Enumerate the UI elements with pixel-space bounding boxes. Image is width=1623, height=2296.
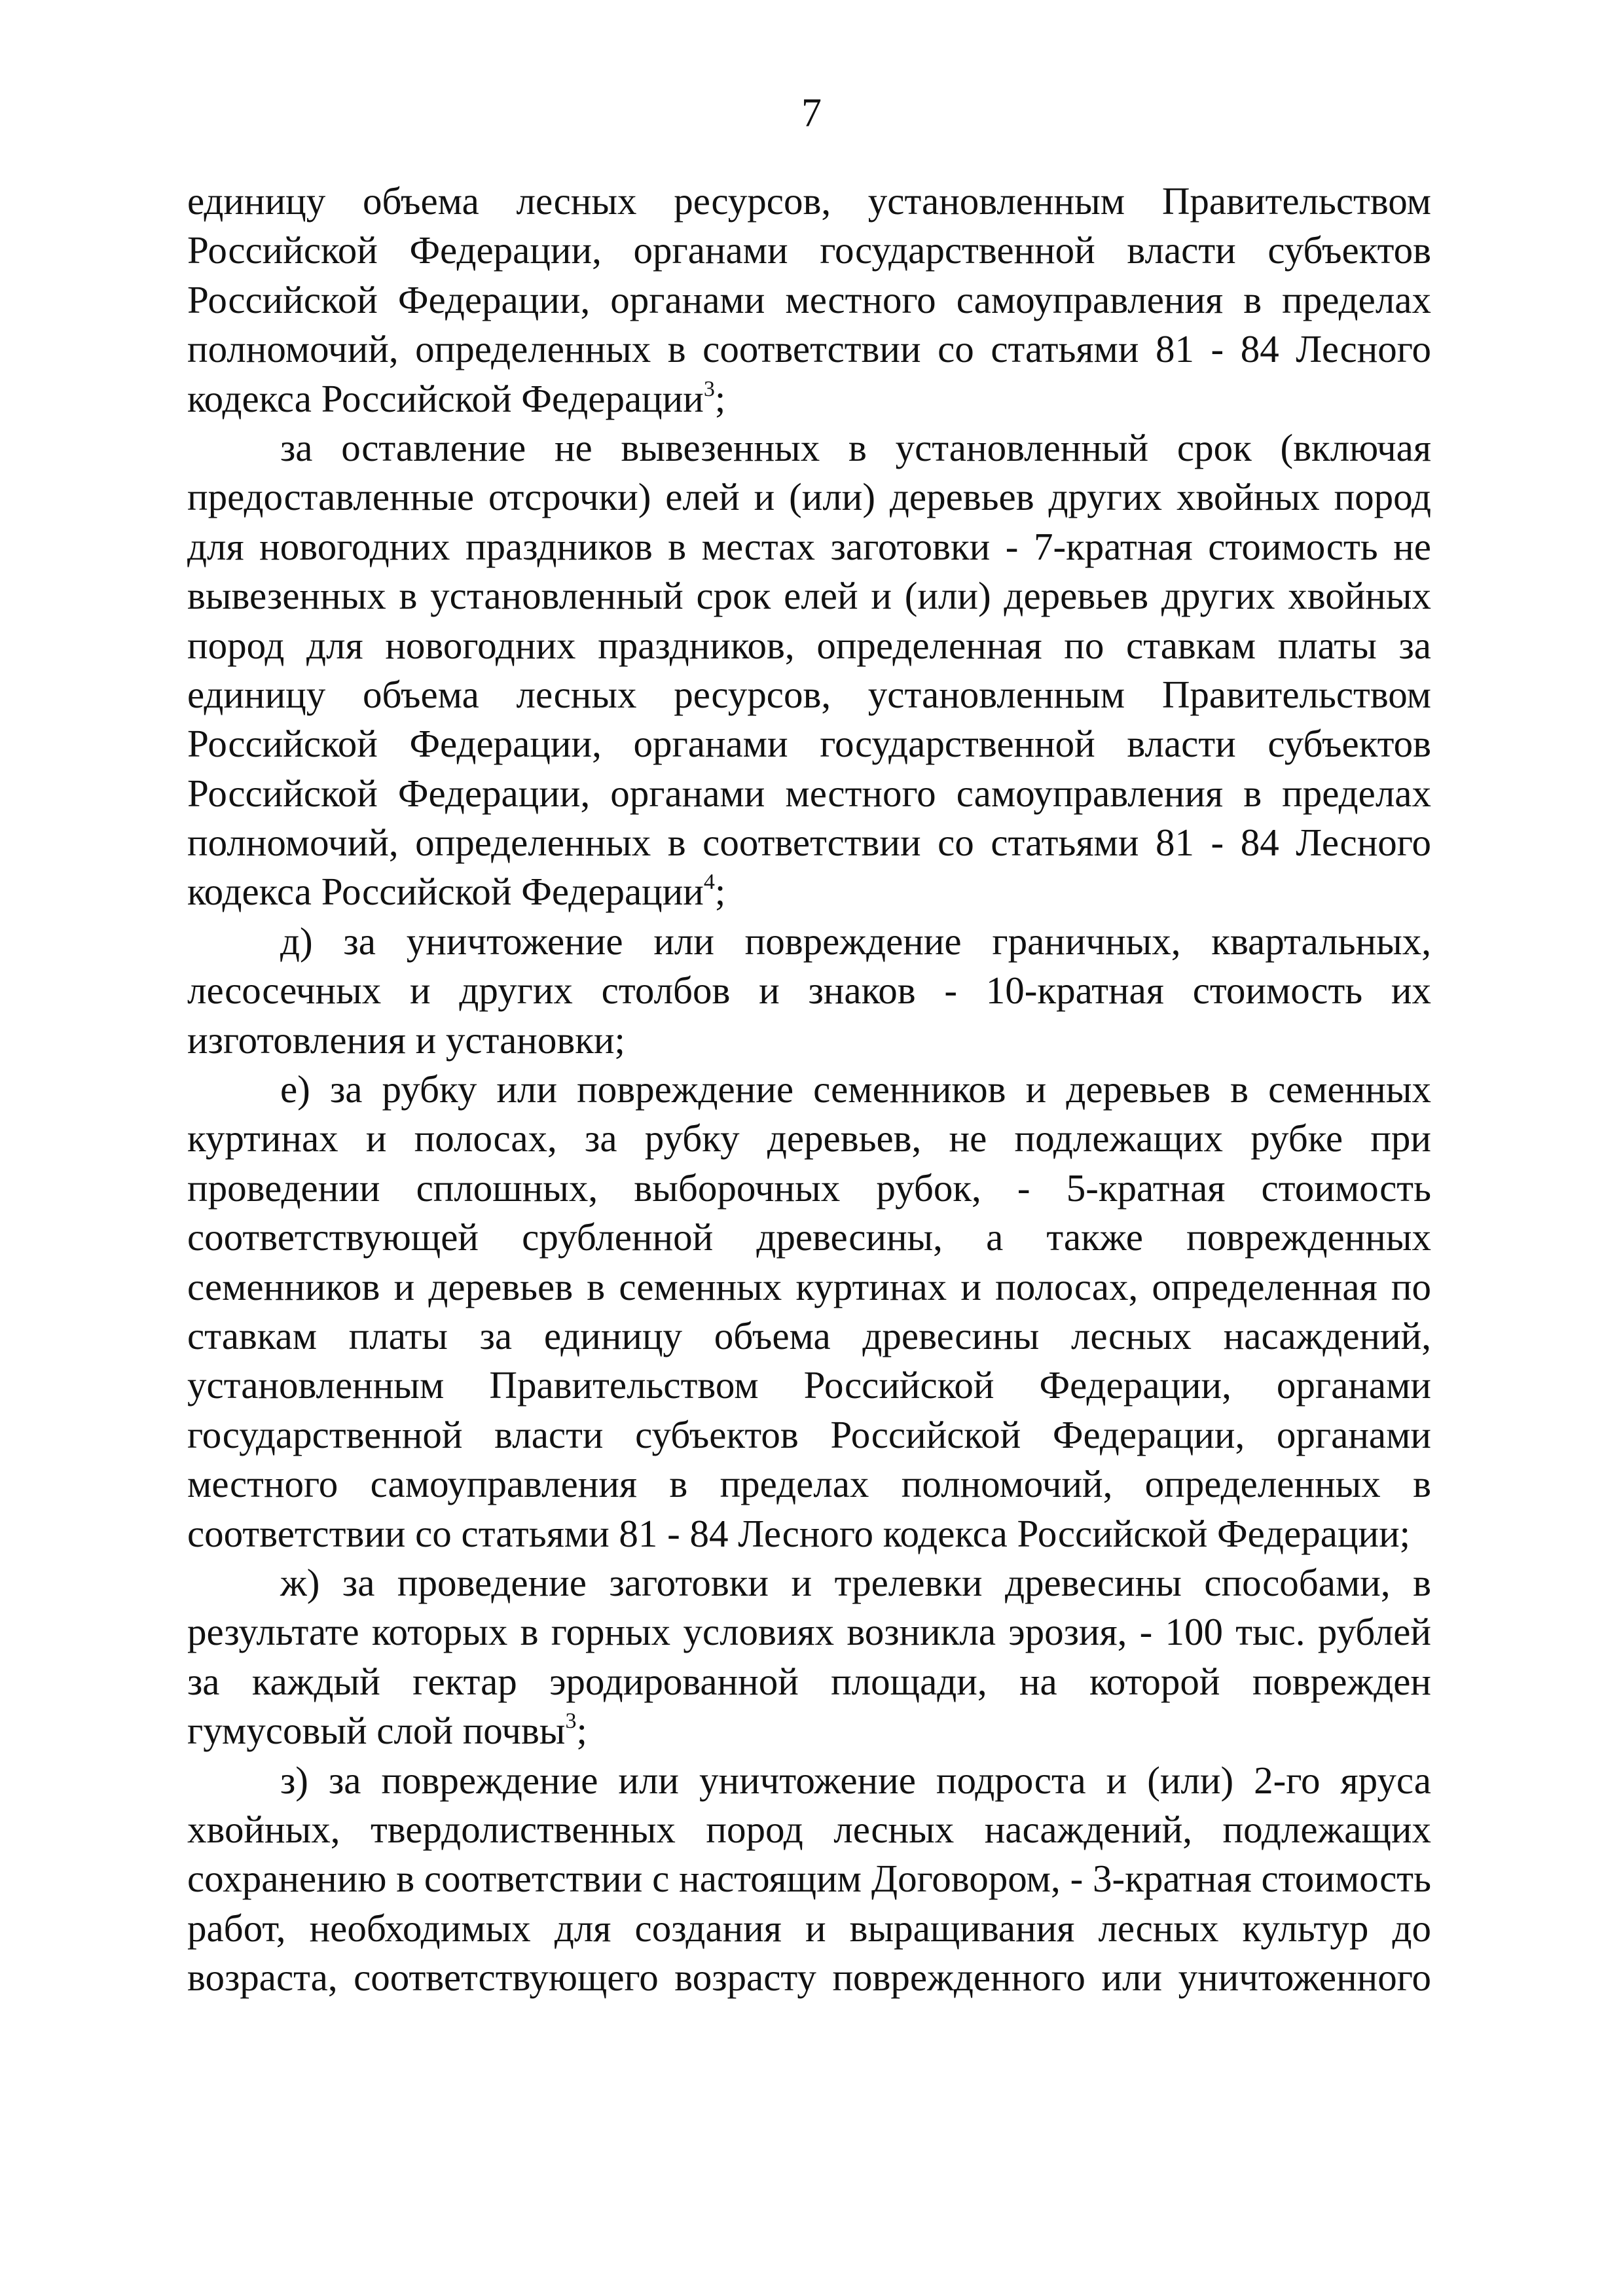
- text-line: для новогодних праздников в местах заготовки - 7-кратная стоимость не: [187, 524, 1431, 568]
- text-line: куртинах и полосах, за рубку деревьев, не подлежащих рубке при: [187, 1117, 1431, 1160]
- text-line: вывезенных в установленный срок елей и (или) деревьев других хвойных: [187, 574, 1431, 618]
- text-line: пород для новогодних праздников, определенная по ставкам платы за: [187, 623, 1431, 667]
- text-line-content: гумусовый слой почвы: [187, 1709, 566, 1753]
- text-line: сохранению в соответствии с настоящим Договором, - 3-кратная стоимость: [187, 1857, 1431, 1901]
- page-number: 7: [801, 91, 822, 135]
- text-line: д) за уничтожение или повреждение граничных, квартальных,: [280, 919, 1431, 963]
- footnote-mark: 3: [703, 376, 715, 401]
- text-line: проведении сплошных, выборочных рубок, - 5-кратная стоимость: [187, 1166, 1431, 1210]
- text-line: единицу объема лесных ресурсов, установленным Правительством: [187, 672, 1431, 716]
- text-line: хвойных, твердолиственных пород лесных насаждений, подлежащих: [187, 1807, 1431, 1851]
- text-line-content: кодекса Российской Федерации: [187, 376, 704, 420]
- text-line: Российской Федерации, органами государственной власти субъектов: [187, 228, 1431, 272]
- body-text: [187, 177, 1431, 2002]
- text-line: за каждый гектар эродированной площади, на которой поврежден: [187, 1659, 1431, 1703]
- text-line: [187, 1706, 1431, 1755]
- semicolon: ;: [714, 376, 726, 420]
- text-line: е) за рубку или повреждение семенников и деревьев в семенных: [280, 1067, 1431, 1111]
- text-line: лесосечных и других столбов и знаков - 10-кратная стоимость их: [187, 969, 1431, 1013]
- text-line: государственной власти субъектов Российской Федерации, органами: [187, 1412, 1431, 1456]
- text-line: полномочий, определенных в соответствии со статьями 81 - 84 Лесного: [187, 821, 1431, 865]
- semicolon: ;: [714, 870, 726, 914]
- text-line: ж) за проведение заготовки и трелевки древесины способами, в: [280, 1560, 1431, 1604]
- text-line: работ, необходимых для создания и выращивания лесных культур до: [187, 1906, 1431, 1950]
- text-line: семенников и деревьев в семенных куртинах и полосах, определенная по: [187, 1265, 1431, 1308]
- text-line: возраста, соответствующего возрасту поврежденного или уничтоженного: [187, 1956, 1431, 2000]
- text-line: за оставление не вывезенных в установленный срок (включая: [280, 425, 1431, 469]
- semicolon: ;: [576, 1709, 587, 1753]
- text-line: соответствующей срубленной древесины, а также поврежденных: [187, 1215, 1431, 1259]
- text-line: установленным Правительством Российской Федерации, органами: [187, 1363, 1431, 1407]
- text-line: единицу объема лесных ресурсов, установленным Правительством: [187, 179, 1431, 223]
- text-line: Российской Федерации, органами местного самоуправления в пределах: [187, 278, 1431, 321]
- text-line: Российской Федерации, органами государственной власти субъектов: [187, 722, 1431, 766]
- text-line: местного самоуправления в пределах полномочий, определенных в: [187, 1462, 1431, 1506]
- text-line: соответствии со статьями 81 - 84 Лесного кодекса Российской Федерации;: [187, 1511, 1411, 1555]
- text-line-content: кодекса Российской Федерации: [187, 870, 704, 914]
- text-line: предоставленные отсрочки) елей и (или) деревьев других хвойных пород: [187, 475, 1431, 519]
- text-line: ставкам платы за единицу объема древесины лесных насаждений,: [187, 1314, 1431, 1357]
- text-line: полномочий, определенных в соответствии со статьями 81 - 84 Лесного: [187, 327, 1431, 371]
- text-line: [187, 867, 1431, 916]
- text-line: Российской Федерации, органами местного самоуправления в пределах: [187, 771, 1431, 815]
- text-line: [187, 374, 1431, 423]
- text-line: з) за повреждение или уничтожение подроста и (или) 2-го яруса: [280, 1758, 1431, 1802]
- text-line: результате которых в горных условиях возникла эрозия, - 100 тыс. рублей: [187, 1610, 1431, 1654]
- footnote-mark: 4: [703, 870, 715, 895]
- footnote-mark: 3: [565, 1709, 577, 1734]
- text-line: изготовления и установки;: [187, 1018, 625, 1062]
